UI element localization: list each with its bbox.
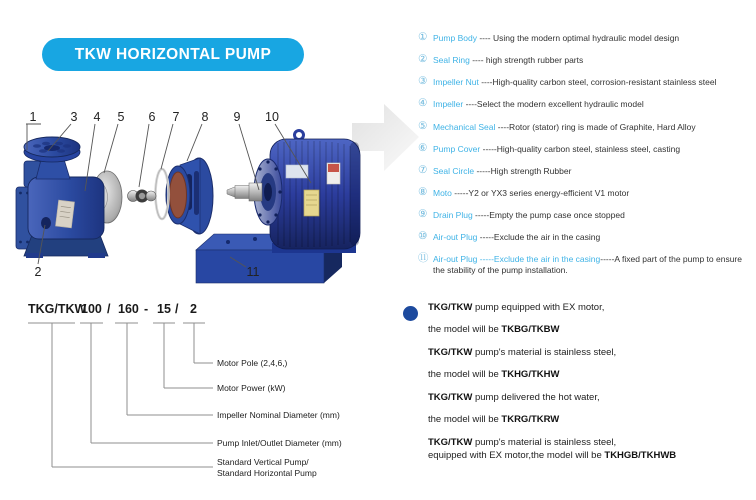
part-desc: -----High strength Rubber <box>474 165 572 176</box>
motor-nameplate <box>304 190 319 216</box>
shaft <box>227 183 262 201</box>
part-name: Pump Cover <box>433 143 481 154</box>
part-item-5 <box>418 119 756 133</box>
circled-number: ① <box>418 31 428 43</box>
circled-number: ⑧ <box>418 185 428 198</box>
callout-9: 9 <box>233 110 241 124</box>
pump-cover <box>166 158 213 234</box>
callout-7: 7 <box>172 110 180 124</box>
note-line-7: TKG/TKW pump's material is stainless steel, <box>428 436 617 448</box>
note-line-3: TKG/TKW pump's material is stainless steel, <box>428 346 617 358</box>
bullet-circle-icon <box>403 306 418 321</box>
part-desc: ----High-quality carbon steel, corrosion-resistant stainless steel <box>478 77 717 88</box>
part-item-8 <box>418 185 756 199</box>
part-item-1 <box>418 33 756 44</box>
part-name: Air-out Plug <box>433 232 478 243</box>
part-desc: -----Empty the pump case once stopped <box>472 210 625 220</box>
note-line-2: the model will be TKBG/TKBW <box>428 324 560 336</box>
model-label-standard-vertical: Standard Vertical Pump/ <box>217 457 309 467</box>
model-label-motor-power: Motor Power (kW) <box>217 383 286 393</box>
model-label-motor-pole: Motor Pole (2,4,6,) <box>217 358 288 368</box>
part-desc: -----Exclude the air in the casing <box>477 232 601 243</box>
part-item-3 <box>418 77 756 88</box>
callout-4: 4 <box>93 110 101 124</box>
part-name: Seal Circle <box>433 165 475 176</box>
model-variant-notes <box>400 303 752 465</box>
circled-number: ⑨ <box>418 208 428 220</box>
circled-number: ④ <box>418 97 428 110</box>
part-name: Moto <box>433 187 452 198</box>
circled-number: ⑩ <box>418 230 428 243</box>
circled-number: ⑥ <box>418 141 428 154</box>
part-name: Mechanical Seal <box>433 121 496 132</box>
part-name: Impeller Nut <box>433 77 479 88</box>
model-callout-lines <box>28 323 213 467</box>
callout-10: 10 <box>265 110 279 124</box>
model-token-pole: 2 <box>190 302 197 316</box>
circled-number: ③ <box>418 75 428 88</box>
mechanical-seal-parts <box>128 190 157 203</box>
circled-number: ⑪ <box>418 252 429 265</box>
model-token-dash: - <box>144 302 149 316</box>
right-arrow-icon <box>352 104 419 171</box>
part-name: Air-out Plug -----Exclude the air in the casing <box>433 254 601 265</box>
callout-2: 2 <box>34 265 42 279</box>
model-token-series: TKG/TKW <box>28 302 87 316</box>
model-token-power: 15 <box>157 302 171 316</box>
callout-5: 5 <box>117 110 125 124</box>
model-token-inlet: 100 <box>81 302 102 316</box>
note-line-6: the model will be TKRG/TKRW <box>428 414 560 426</box>
part-item-11 <box>418 254 756 275</box>
part-desc: ----Rotor (stator) ring is made of Graphite, Hard Alloy <box>495 121 696 132</box>
model-code-breakdown <box>15 295 380 495</box>
exploded-pump-diagram <box>0 95 430 305</box>
callout-11: 11 <box>246 265 260 279</box>
part-item-4 <box>418 99 756 110</box>
motor <box>254 131 360 250</box>
part-desc: -----High-quality carbon steel, stainless steel, casting <box>480 143 681 154</box>
part-desc: -----Y2 or YX3 series energy-efficient V1 motor <box>451 187 630 198</box>
part-item-2 <box>418 55 756 66</box>
model-token-impeller: 160 <box>118 302 139 316</box>
part-desc: ---- high strength rubber parts <box>469 55 584 66</box>
part-desc: ---- Using the modern optimal hydraulic model design <box>476 33 680 43</box>
part-name: Drain Plug <box>433 210 473 220</box>
note-line-5: TKG/TKW pump delivered the hot water, <box>428 391 600 403</box>
model-token-slash2: / <box>175 302 179 316</box>
circled-number: ⑤ <box>418 119 428 132</box>
note-line-4: the model will be TKHG/TKHW <box>428 369 560 381</box>
circled-number: ② <box>418 53 428 66</box>
callout-6: 6 <box>148 110 156 124</box>
motor-label-white <box>286 165 308 178</box>
part-item-7 <box>418 163 756 177</box>
part-name: Impeller <box>433 99 464 110</box>
page-title: TKW HORIZONTAL PUMP <box>74 45 272 63</box>
part-name: Pump Body <box>433 33 477 43</box>
pump-body <box>16 137 108 258</box>
title-banner <box>42 38 304 71</box>
part-desc: -----A fixed part of the pump to ensure the stability of the pump installation. <box>433 254 742 275</box>
parts-list <box>418 33 756 287</box>
part-item-9 <box>418 210 756 221</box>
part-item-6 <box>418 141 756 155</box>
model-label-impeller-diameter: Impeller Nominal Diameter (mm) <box>217 410 340 420</box>
callout-8: 8 <box>201 110 209 124</box>
note-line-1: TKG/TKW pump equipped with EX motor, <box>428 302 605 313</box>
model-label-standard-horizontal: Standard Horizontal Pump <box>217 468 317 478</box>
circled-number: ⑦ <box>418 163 428 176</box>
note-line-8: equipped with EX motor,the model will be TKHGB/TKHWB <box>428 450 677 462</box>
model-token-slash1: / <box>107 302 111 316</box>
callout-1: 1 <box>29 110 37 124</box>
callout-3: 3 <box>70 110 78 124</box>
part-name: Seal Ring <box>433 55 470 66</box>
part-desc: ----Select the modern excellent hydraulic model <box>463 99 644 110</box>
pump-body-sticker <box>55 200 74 228</box>
part-item-10 <box>418 232 756 243</box>
model-label-inlet-outlet: Pump Inlet/Outlet Diameter (mm) <box>217 438 342 448</box>
